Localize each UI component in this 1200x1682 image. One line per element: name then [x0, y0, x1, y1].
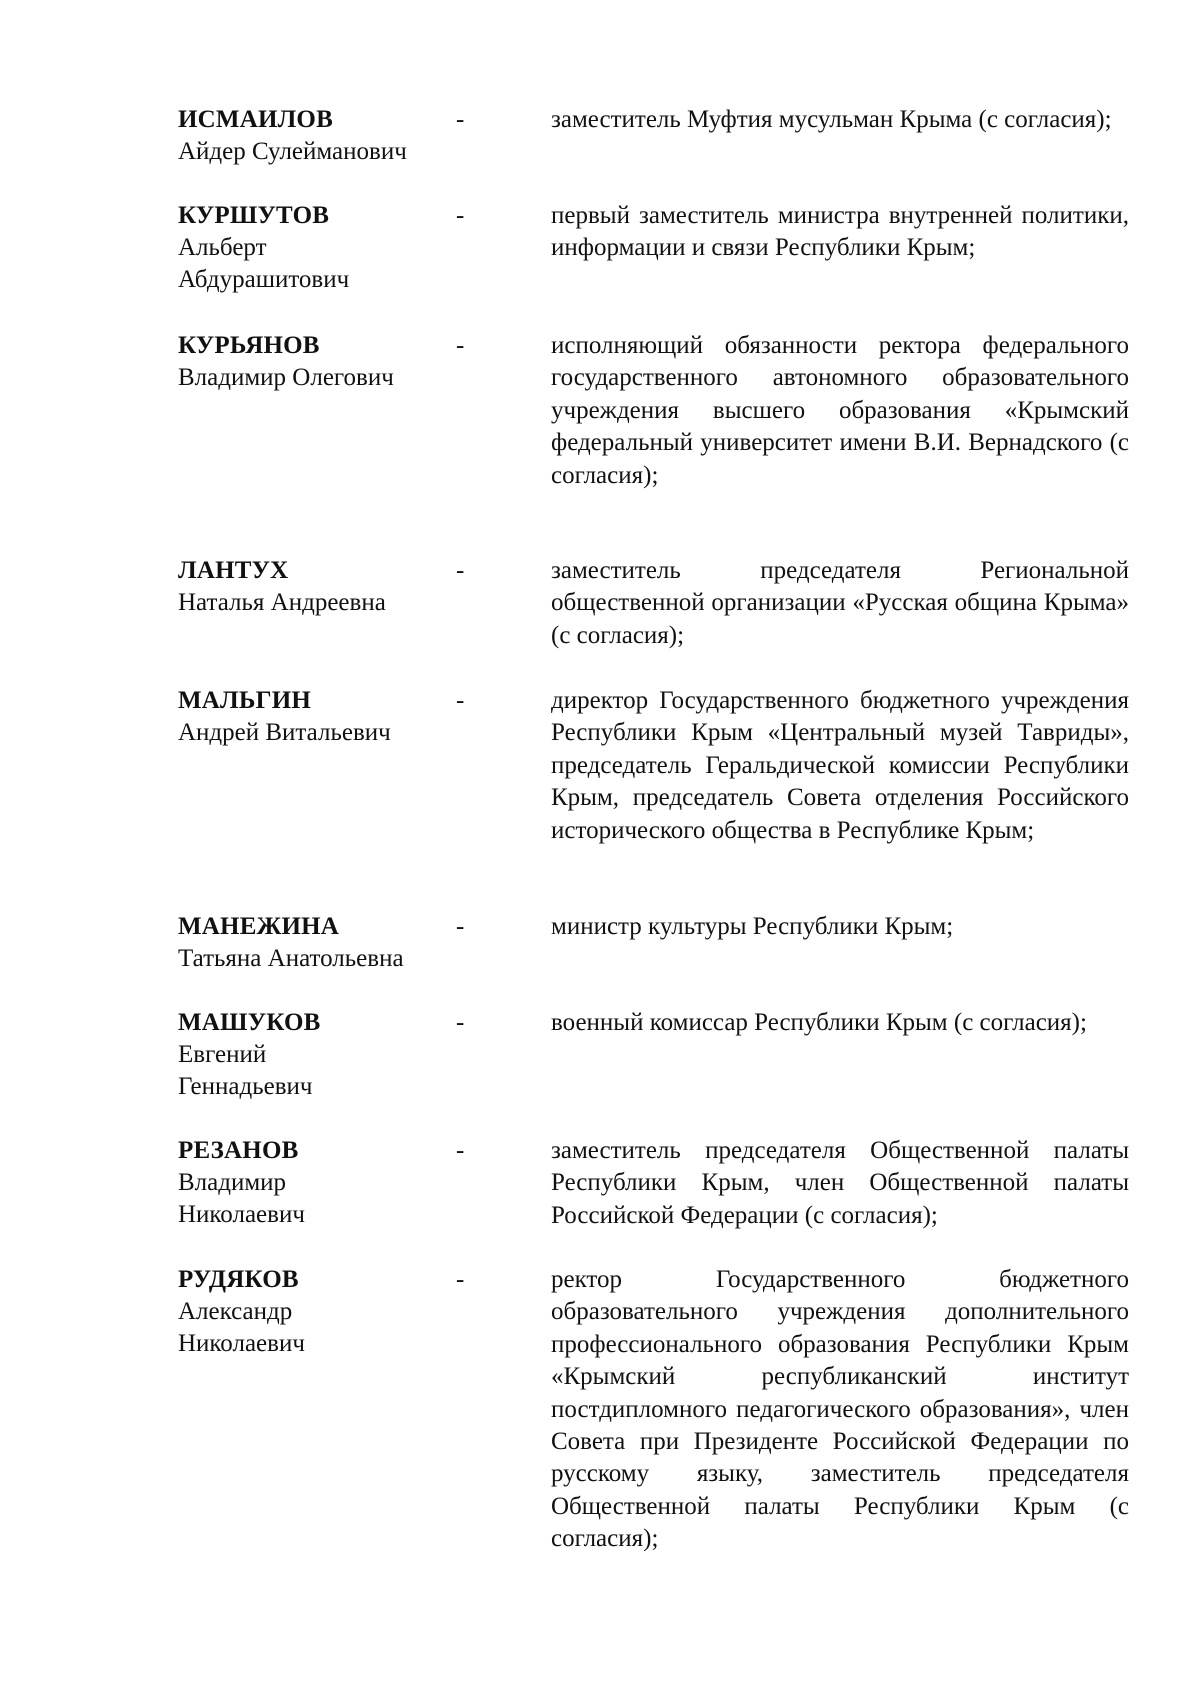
separator-dash: - [456, 913, 465, 940]
member-patronymic: Абдурашитович [178, 266, 350, 293]
member-description: заместитель Муфтия мусульман Крыма (с согласия); [551, 106, 1112, 133]
member-description: военный комиссар Республики Крым (с согласия); [551, 1009, 1087, 1036]
separator-dash: - [456, 332, 465, 359]
member-surname: ИСМАИЛОВ [178, 106, 333, 133]
member-name [178, 685, 468, 749]
separator-dash: - [456, 1266, 465, 1293]
member-surname: КУРЬЯНОВ [178, 332, 320, 359]
separator-dash: - [456, 106, 465, 133]
member-name [178, 555, 468, 619]
member-name [178, 200, 468, 296]
member-description: директор Государственного бюджетного учреждения Республики Крым «Центральный музей Тавриды», председатель Геральдической комиссии Республики Крым, председатель Совета отделения Российского исторического общества в Республике Крым; [551, 687, 1129, 844]
member-name [178, 1135, 468, 1231]
member-name [178, 1007, 468, 1103]
member-description: исполняющий обязанности ректора федерального государственного автономного образовательного учреждения высшего образования «Крымский федеральный университет имени В.И. Вернадского (с согласия); [551, 332, 1129, 489]
member-given-name: Александр [178, 1298, 293, 1325]
member-given-name: Евгений [178, 1041, 267, 1068]
member-surname: ЛАНТУХ [178, 557, 289, 584]
separator-dash: - [456, 557, 465, 584]
member-surname: РЕЗАНОВ [178, 1137, 299, 1164]
member-given-name: Айдер Сулейманович [178, 138, 407, 165]
member-name [178, 330, 468, 394]
member-description: министр культуры Республики Крым; [551, 913, 954, 940]
member-description: заместитель председателя Общественной палаты Республики Крым, член Общественной палаты Российской Федерации (с согласия); [551, 1137, 1129, 1229]
member-given-name: Владимир [178, 1169, 287, 1196]
member-surname: РУДЯКОВ [178, 1266, 299, 1293]
member-patronymic: Николаевич [178, 1201, 305, 1228]
member-given-name: Альберт [178, 234, 267, 261]
separator-dash: - [456, 1009, 465, 1036]
separator-dash: - [456, 687, 465, 714]
member-given-name: Андрей Витальевич [178, 719, 391, 746]
member-given-name: Татьяна Анатольевна [178, 945, 404, 972]
member-surname: МАШУКОВ [178, 1009, 321, 1036]
member-name [178, 1264, 468, 1360]
separator-dash: - [456, 202, 465, 229]
member-given-name: Наталья Андреевна [178, 589, 386, 616]
separator-dash: - [456, 1137, 465, 1164]
member-name [178, 911, 468, 975]
member-description: ректор Государственного бюджетного образовательного учреждения дополнительного профессионального образования Республики Крым «Крымский республиканский институт постдипломного педагогического образования», член Совета при Президенте Российской Федерации по русскому языку, заместитель председателя Общественной палаты Республики Крым (с согласия); [551, 1266, 1129, 1553]
member-given-name: Владимир Олегович [178, 364, 394, 391]
member-surname: МАЛЬГИН [178, 687, 312, 714]
member-description: заместитель председателя Региональной общественной организации «Русская община Крыма» (с согласия); [551, 557, 1129, 649]
member-name [178, 104, 468, 168]
member-description: первый заместитель министра внутренней политики, информации и связи Республики Крым; [551, 202, 1129, 262]
member-patronymic: Николаевич [178, 1330, 305, 1357]
member-patronymic: Геннадьевич [178, 1073, 313, 1100]
member-surname: КУРШУТОВ [178, 202, 330, 229]
member-surname: МАНЕЖИНА [178, 913, 340, 940]
